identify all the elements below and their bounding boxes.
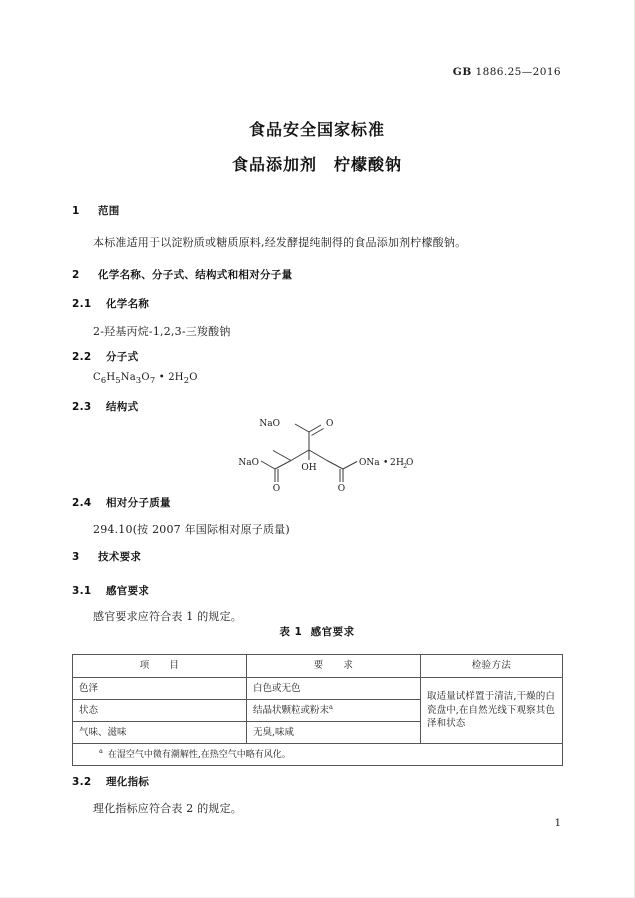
formula-sub-h: 5 <box>115 375 121 385</box>
heading-text: 理化指标 <box>106 776 150 788</box>
heading-section-3 <box>72 549 141 564</box>
heading-number: 2.4 <box>72 497 92 509</box>
heading-text: 感官要求 <box>106 585 150 597</box>
paragraph-section-1: 本标准适用于以淀粉质或糖质原料,经发酵提纯制得的食品添加剂柠檬酸钠。 <box>93 236 467 249</box>
heading-section-3-1 <box>72 583 149 598</box>
table-header-row <box>73 655 563 678</box>
formula-sub-o: 7 <box>149 375 156 385</box>
cell-footnote <box>73 744 563 766</box>
formula-element-o: O <box>141 372 150 383</box>
formula-element-h: H <box>106 372 116 383</box>
heading-number: 3.2 <box>72 776 92 788</box>
heading-section-2-2 <box>72 349 138 364</box>
structure-label-top-left: NaO <box>259 419 280 429</box>
cell-requirement-odor-taste: 无臭,味咸 <box>247 722 421 744</box>
heading-section-2-4 <box>72 495 171 510</box>
structure-label-hydrate-count: 2 <box>390 458 396 468</box>
heading-text: 结构式 <box>106 401 139 413</box>
table-caption-title: 感官要求 <box>310 626 355 638</box>
paragraph-chemical-name: 2-羟基丙烷-1,2,3-三羧酸钠 <box>93 325 231 338</box>
document-title-line1: 食品安全国家标准 <box>248 120 385 139</box>
structure-label-hydrate-o: O <box>406 458 414 468</box>
paragraph-physicochemical-indicators: 理化指标应符合表 2 的规定。 <box>93 802 242 815</box>
footnote-mark: a <box>99 747 103 755</box>
formula-hydrate-h: H <box>174 372 184 383</box>
cell-method-merged: 取适量试样置于清洁,干燥的白瓷盘中,在自然光线下观察其色泽和状态 <box>421 678 563 744</box>
structure-label-hydrate-sub: 2 <box>403 462 408 470</box>
molecular-formula <box>93 372 198 385</box>
structure-svg <box>217 414 417 492</box>
heading-text: 化学名称、分子式、结构式和相对分子量 <box>98 269 293 281</box>
standard-prefix: GB <box>452 66 472 78</box>
heading-section-2-3 <box>72 399 138 414</box>
page-number: 1 <box>554 818 561 829</box>
heading-text: 技术要求 <box>98 551 142 563</box>
cell-item-state: 状态 <box>73 700 247 722</box>
column-header-method: 检验方法 <box>421 655 563 678</box>
cell-item-color: 色泽 <box>73 678 247 700</box>
heading-number: 2.3 <box>72 401 92 413</box>
paragraph-relative-molecular-mass: 294.10(按 2007 年国际相对原子质量) <box>93 523 290 536</box>
heading-text: 化学名称 <box>106 298 150 310</box>
column-header-item: 项 目 <box>73 655 247 678</box>
heading-text: 分子式 <box>106 351 139 363</box>
heading-number: 2.2 <box>72 351 92 363</box>
formula-sub-c: 6 <box>100 375 107 385</box>
table-footnote-row <box>73 744 563 766</box>
structure-label-hydrate-h: H <box>396 458 404 468</box>
structural-formula-diagram <box>0 414 634 494</box>
structure-label-right-ona: ONa <box>359 458 380 468</box>
table-caption-label: 表 1 <box>279 626 303 638</box>
standard-header <box>453 66 561 78</box>
heading-section-2 <box>72 267 292 282</box>
paragraph-sensory-requirements: 感官要求应符合表 1 的规定。 <box>93 610 242 623</box>
standard-number: 1886.25—2016 <box>475 66 561 78</box>
formula-sub-na: 3 <box>135 375 142 385</box>
cell-requirement-state <box>247 700 421 722</box>
document-title-line2: 食品添加剂 柠檬酸钠 <box>231 155 402 174</box>
formula-hydrate-count: 2 <box>168 372 175 383</box>
formula-hydrate-o: O <box>189 372 198 383</box>
heading-section-3-2 <box>72 774 149 789</box>
formula-hydrate-sub: 2 <box>183 375 190 385</box>
table-sensory-requirements <box>72 654 563 766</box>
table-row <box>73 678 563 700</box>
cell-item-odor-taste: 气味、滋味 <box>73 722 247 744</box>
heading-number: 3.1 <box>72 585 92 597</box>
heading-number: 3 <box>72 551 80 563</box>
heading-text: 范围 <box>98 205 120 217</box>
cell-requirement-state-text: 结晶状颗粒或粉末 <box>253 705 330 717</box>
heading-number: 2 <box>72 269 80 281</box>
formula-element-na: Na <box>120 372 136 383</box>
structure-label-left-nao: NaO <box>238 458 259 468</box>
cell-requirement-color: 白色或无色 <box>247 678 421 700</box>
structure-label-hydroxyl: OH <box>301 463 317 473</box>
heading-number: 1 <box>72 205 80 217</box>
structure-label-dot: • <box>383 458 389 468</box>
heading-text: 相对分子质量 <box>106 497 171 509</box>
heading-section-1 <box>72 203 120 218</box>
structure-label-left-o: O <box>272 484 281 492</box>
footnote-text: 在湿空气中微有潮解性,在热空气中略有风化。 <box>107 750 291 760</box>
heading-section-2-1 <box>72 296 149 311</box>
structure-label-top-o: O <box>326 419 334 429</box>
column-header-requirement: 要 求 <box>247 655 421 678</box>
formula-element-c: C <box>93 372 101 383</box>
table-1-caption <box>0 624 634 639</box>
formula-separator: • <box>158 372 165 383</box>
footnote-superscript: a <box>329 703 333 712</box>
structure-label-right-o: O <box>337 484 346 492</box>
heading-number: 2.1 <box>72 298 92 310</box>
